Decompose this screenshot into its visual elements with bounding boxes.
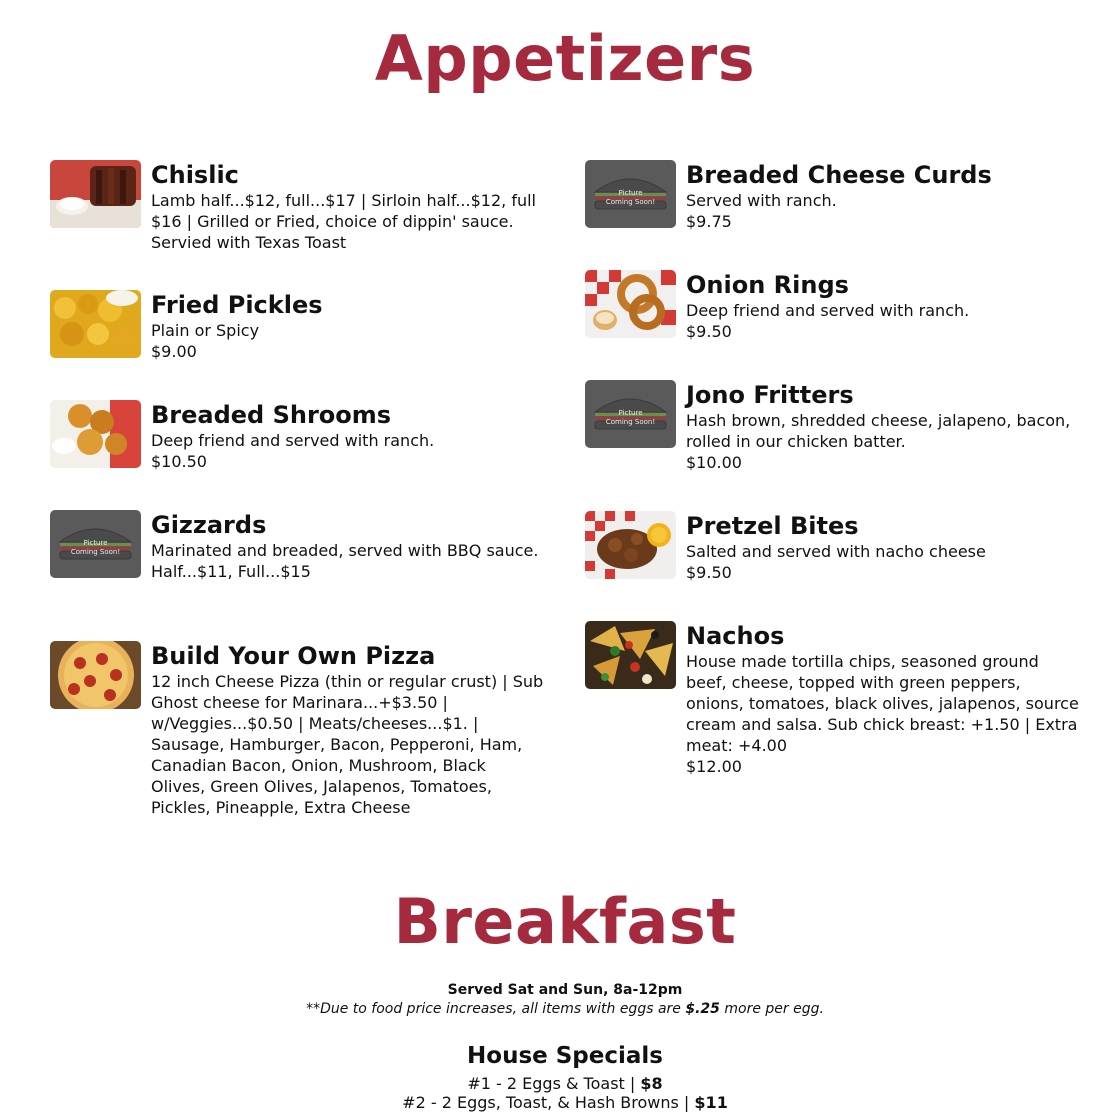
house-special-item (0, 1074, 1110, 1093)
menu-item-breaded-shrooms (50, 400, 545, 472)
breakfast-heading: Breakfast (393, 885, 737, 958)
item-name: Nachos (686, 622, 785, 650)
chislic-photo (50, 160, 141, 228)
item-price: $9.75 (686, 212, 732, 231)
svg-text:Coming Soon!: Coming Soon! (605, 418, 656, 426)
pizza-photo (50, 641, 141, 709)
egg-price-note (0, 1001, 1110, 1017)
item-price: $9.50 (686, 322, 732, 341)
special-price: $11 (694, 1093, 728, 1112)
item-name: Pretzel Bites (686, 512, 859, 540)
svg-text:Coming Soon!: Coming Soon! (70, 548, 121, 556)
item-name: Onion Rings (686, 271, 849, 299)
menu-item-gizzards (50, 510, 545, 582)
onion-rings-photo (585, 270, 676, 338)
note-text-end: more per egg. (724, 1001, 824, 1017)
pretzel-bites-photo (585, 511, 676, 579)
item-name: Gizzards (151, 511, 267, 539)
menu-item-nachos (585, 621, 1080, 777)
menu-item-build-your-own-pizza (50, 641, 545, 818)
picture-coming-soon-image (585, 380, 676, 448)
item-name: Chislic (151, 161, 239, 189)
item-description: Hash brown, shredded cheese, jalapeno, bacon, rolled in our chicken batter. (686, 411, 1071, 451)
appetizers-right-column (585, 160, 1080, 777)
appetizers-left-column (50, 160, 545, 818)
item-name: Breaded Cheese Curds (686, 161, 992, 189)
svg-text:Coming Soon!: Coming Soon! (605, 198, 656, 206)
nachos-photo (585, 621, 676, 689)
special-label: #1 - 2 Eggs & Toast | (467, 1074, 636, 1093)
item-price: $10.00 (686, 453, 742, 472)
item-description: Salted and served with nacho cheese (686, 542, 986, 561)
svg-text:Picture: Picture (618, 189, 643, 197)
item-description: 12 inch Cheese Pizza (thin or regular crust) | Sub Ghost cheese for Marinara...+$3.50 | w/Veggies...$0.50 | Meats/cheeses...$1. | Sausage, Hamburger, Bacon, Pepperoni, Ham, Canadian Bacon, Onion, Mushroom, Black Olives, Green Olives, Jalapenos, Tomatoes, Pickles, Pineapple, Extra Cheese (151, 672, 544, 817)
menu-item-jono-fritters (585, 380, 1080, 473)
menu-item-onion-rings (585, 270, 1080, 342)
menu-item-pretzel-bites (585, 511, 1080, 583)
house-specials-heading: House Specials (467, 1043, 663, 1069)
item-price: $12.00 (686, 757, 742, 776)
note-text: **Due to food price increases, all items with eggs are (306, 1001, 681, 1017)
breakfast-hours: Served Sat and Sun, 8a-12pm (447, 982, 683, 998)
item-name: Breaded Shrooms (151, 401, 392, 429)
fried-pickles-photo (50, 290, 141, 358)
item-price: $10.50 (151, 452, 207, 471)
item-name: Fried Pickles (151, 291, 323, 319)
item-description: House made tortilla chips, seasoned ground beef, cheese, topped with green peppers, onions, tomatoes, black olives, jalapenos, source cream and salsa. Sub chick breast: +1.50 | Extra meat: +4.00 (686, 652, 1079, 755)
appetizers-heading: Appetizers (374, 22, 756, 95)
item-description: Deep friend and served with ranch. (151, 431, 435, 450)
breaded-shrooms-photo (50, 400, 141, 468)
menu-item-chislic (50, 160, 545, 253)
item-price: $9.50 (686, 563, 732, 582)
note-amount: $.25 (685, 1001, 720, 1017)
svg-text:Picture: Picture (618, 409, 643, 417)
item-description: Plain or Spicy (151, 321, 260, 340)
item-price: $9.00 (151, 342, 197, 361)
menu-item-breaded-cheese-curds (585, 160, 1080, 232)
menu-item-fried-pickles (50, 290, 545, 362)
special-price: $8 (640, 1074, 663, 1093)
item-description: Deep friend and served with ranch. (686, 301, 970, 320)
item-description: Marinated and breaded, served with BBQ sauce. Half...$11, Full...$15 (151, 541, 539, 581)
item-name: Jono Fritters (686, 381, 854, 409)
house-special-item (0, 1093, 1110, 1112)
picture-coming-soon-image (50, 510, 141, 578)
item-name: Build Your Own Pizza (151, 642, 436, 670)
picture-coming-soon-image (585, 160, 676, 228)
special-label: #2 - 2 Eggs, Toast, & Hash Browns | (402, 1093, 690, 1112)
svg-text:Picture: Picture (83, 539, 108, 547)
item-description: Served with ranch. (686, 191, 837, 210)
item-description: Lamb half...$12, full...$17 | Sirloin half...$12, full $16 | Grilled or Fried, choice of dippin' sauce. Servied with Texas Toast (151, 191, 536, 252)
